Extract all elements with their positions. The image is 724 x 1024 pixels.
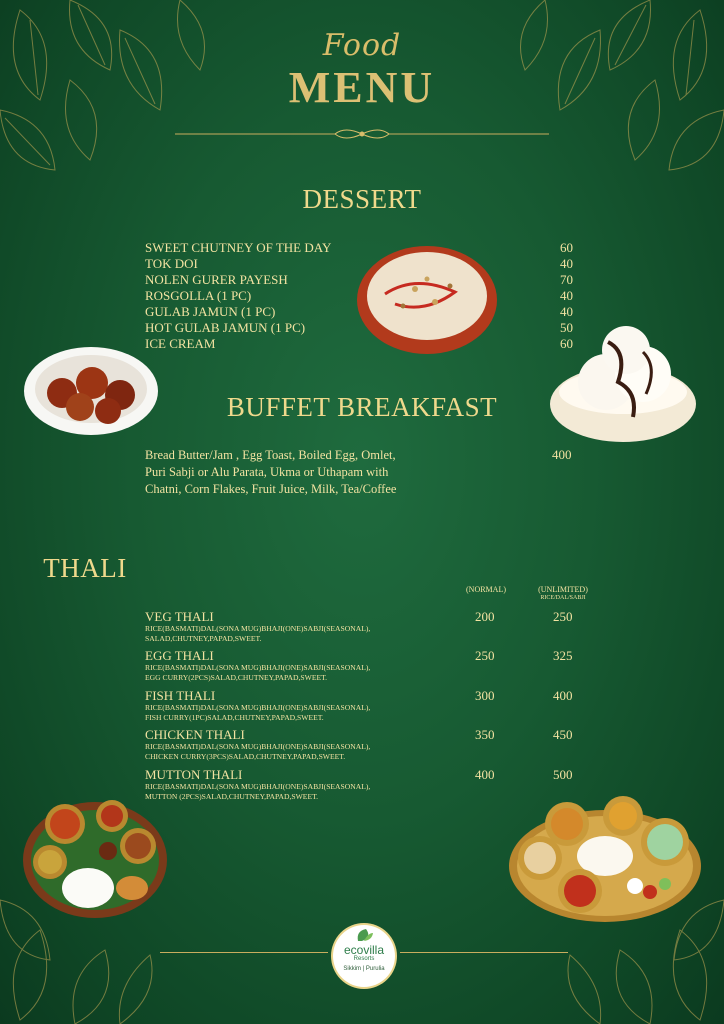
thali-name: CHICKEN THALI [145,727,245,742]
logo-brand: ecovilla [343,943,385,957]
thali-description: RICE(BASMATI)DAL(SONA MUG)BHAJI(ONE)SABJI(SEASONAL), [145,782,371,791]
thali-plate-image-right [505,796,705,926]
thali-description: RICE(BASMATI)DAL(SONA MUG)BHAJI(ONE)SABJI(SEASONAL), [145,742,371,751]
item-price: 40 [560,256,573,271]
thali-description: MUTTON (2PCS)SALAD,CHUTNEY,PAPAD,SWEET. [145,792,319,801]
thali-price-normal: 350 [475,727,495,742]
thali-price-unlimited: 250 [553,609,573,624]
buffet-line: Bread Butter/Jam , Egg Toast, Boiled Egg, Omlet, [145,448,396,462]
leaf-logo-icon [354,927,374,943]
page-title: MENU [288,63,436,112]
item-price: 60 [560,336,573,351]
item-price: 40 [560,288,573,303]
thali-price-normal: 300 [475,688,495,703]
thali-item [145,648,595,683]
ornament-divider [175,126,549,142]
thali-item [145,727,595,762]
item-name: TOK DOI [145,256,198,271]
thali-description: EGG CURRY(2PCS)SALAD,CHUTNEY,PAPAD,SWEET. [145,673,328,682]
buffet-description [145,447,430,498]
buffet-price: 400 [552,447,572,462]
thali-item [145,609,595,644]
thali-description: RICE(BASMATI)DAL(SONA MUG)BHAJI(ONE)SABJI(SEASONAL), [145,624,371,633]
buffet-line: Puri Sabji or Alu Parata, Ukma or Uthapam with [145,465,389,479]
thali-price-unlimited: 325 [553,648,573,663]
thali-description: RICE(BASMATI)DAL(SONA MUG)BHAJI(ONE)SABJI(SEASONAL), [145,663,371,672]
thali-name: FISH THALI [145,688,216,703]
ice-cream-bowl-image [548,322,698,448]
column-header-normal: (NORMAL) [466,585,506,594]
item-price: 70 [560,272,573,287]
footer-line-left [160,952,328,953]
item-price: 60 [560,240,573,255]
footer-line-right [400,952,568,953]
section-title-buffet-breakfast: BUFFET BREAKFAST [226,392,498,422]
thali-name: MUTTON THALI [145,767,243,782]
item-name: ROSGOLLA (1 PC) [145,288,252,303]
thali-item [145,688,595,723]
item-price: 50 [560,320,573,335]
thali-price-normal: 400 [475,767,495,782]
column-header-unlimited-sub: RICE/DAL/SABJI [540,595,586,601]
item-name: ICE CREAM [145,336,216,351]
thali-price-normal: 200 [475,609,495,624]
thali-name: VEG THALI [145,609,214,624]
item-name: SWEET CHUTNEY OF THE DAY [145,240,332,255]
item-name: HOT GULAB JAMUN (1 PC) [145,320,306,335]
payesh-bowl-image [355,244,500,356]
item-name: GULAB JAMUN (1 PC) [145,304,276,319]
column-header-unlimited: (UNLIMITED) [538,585,588,594]
thali-price-unlimited: 500 [553,767,573,782]
thali-description: SALAD,CHUTNEY,PAPAD,SWEET. [145,634,262,643]
section-title-dessert: DESSERT [302,184,422,214]
ecovilla-logo [333,925,395,987]
item-name: NOLEN GURER PAYESH [145,272,288,287]
thali-description: FISH CURRY(1PC)SALAD,CHUTNEY,PAPAD,SWEET. [145,713,324,722]
title-script: Food [322,28,402,63]
section-title-thali: THALI [43,553,127,583]
logo-location: Sikkim | Purulia [343,966,385,972]
thali-description: CHICKEN CURRY(3PCS)SALAD,CHUTNEY,PAPAD,SWEET. [145,752,346,761]
thali-price-unlimited: 400 [553,688,573,703]
buffet-line: Chatni, Corn Flakes, Fruit Juice, Milk, Tea/Coffee [145,482,397,496]
logo-subtitle: Resorts [353,956,375,962]
thali-description: RICE(BASMATI)DAL(SONA MUG)BHAJI(ONE)SABJI(SEASONAL), [145,703,371,712]
thali-plate-image-left [20,796,170,921]
thali-price-unlimited: 450 [553,727,573,742]
thali-name: EGG THALI [145,648,214,663]
thali-price-normal: 250 [475,648,495,663]
item-price: 40 [560,304,573,319]
